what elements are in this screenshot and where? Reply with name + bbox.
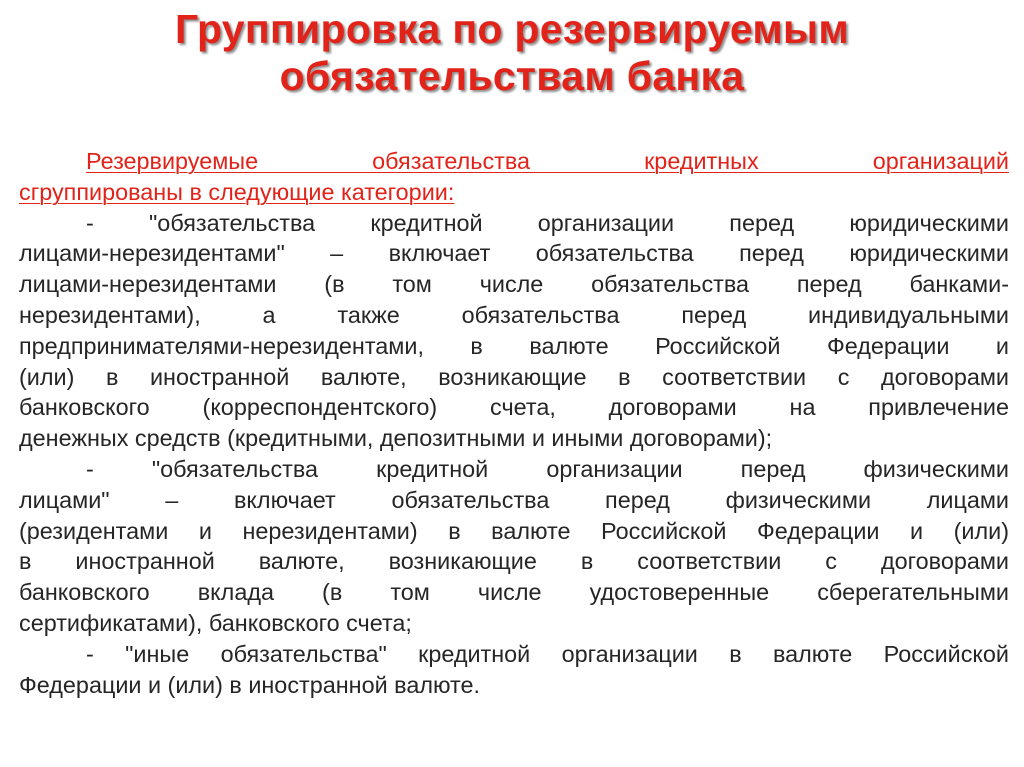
item-2-line-1: - "обязательства кредитной организации перед физическими	[86, 455, 1009, 482]
title-line-2: обязательствам банка	[279, 53, 745, 99]
item-2-line-2: лицами" – включает обязательства перед физическими лицами	[19, 486, 1009, 513]
item-1-line-5: предпринимателями-нерезидентами, в валюте Российской Федерации и	[19, 332, 1009, 359]
item-2-line-6: сертификатами), банковского счета;	[19, 609, 412, 636]
slide-title	[40, 6, 984, 100]
item-3-line-1: - "иные обязательства" кредитной организации в валюте Российской	[86, 640, 1009, 667]
item-1-line-1: - "обязательства кредитной организации перед юридическими	[86, 209, 1009, 236]
item-3-line-2: Федерации и (или) в иностранной валюте.	[19, 671, 480, 698]
item-1-line-7: банковского (корреспондентского) счета, договорами на привлечение	[19, 394, 1009, 421]
item-1-line-8: денежных средств (кредитными, депозитными и иными договорами);	[19, 425, 773, 452]
item-1-line-2: лицами-нерезидентами" – включает обязательства перед юридическими	[19, 240, 1009, 267]
item-1-line-3: лицами-нерезидентами (в том числе обязательства перед банками-	[19, 271, 1009, 298]
intro-line-1: Резервируемые обязательства кредитных организаций	[86, 148, 1009, 174]
slide-body	[19, 146, 1009, 700]
item-2-line-3: (резидентами и нерезидентами) в валюте Российской Федерации и (или)	[19, 517, 1009, 544]
item-1-line-4: нерезидентами), а также обязательства перед индивидуальными	[19, 301, 1009, 328]
title-line-1: Группировка по резервируемым	[175, 6, 849, 52]
item-1-line-6: (или) в иностранной валюте, возникающие в соответствии с договорами	[19, 363, 1009, 390]
item-2-line-5: банковского вклада (в том числе удостоверенные сберегательными	[19, 579, 1009, 606]
intro-line-2: сгруппированы в следующие категории:	[19, 178, 455, 205]
item-2-line-4: в иностранной валюте, возникающие в соответствии с договорами	[19, 548, 1009, 575]
